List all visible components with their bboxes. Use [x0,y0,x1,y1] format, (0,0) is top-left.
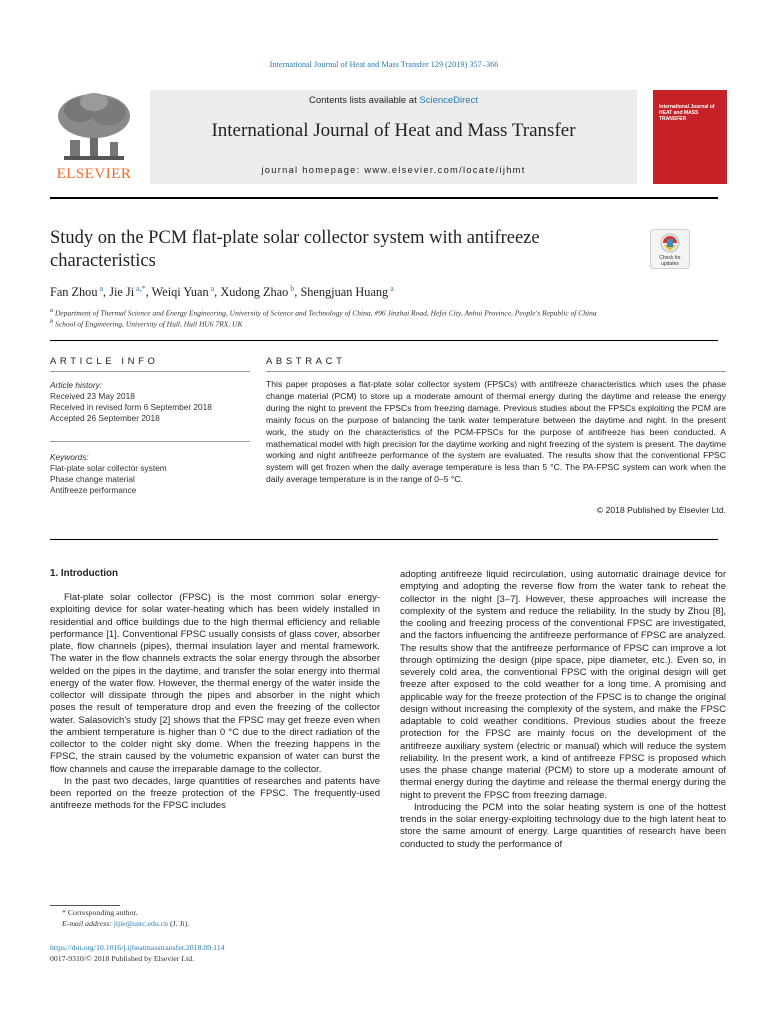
journal-cover[interactable] [653,90,727,184]
email-link[interactable]: jijie@ustc.edu.cn [113,919,169,928]
body-column-left [50,592,380,813]
author-name[interactable]: Fan Zhou [50,285,98,300]
tree-icon [50,90,138,164]
history-revised: Received in revised form 6 September 2018 [50,402,212,412]
author-affiliation-marker[interactable]: a [208,284,215,293]
affiliation-marker: b [50,318,54,325]
article-history [50,380,250,424]
affiliation-text: School of Engineering, University of Hull, Hull HU6 7RX, UK [55,319,243,329]
author-name[interactable]: Jie Ji [109,285,135,300]
keyword: Phase change material [50,474,135,484]
footnote-rule [50,905,120,906]
doi-text[interactable]: https://doi.org/10.1016/j.ijheatmasstransfer.2018.09.114 [50,943,225,952]
author-separator: , [214,285,221,300]
abstract-rule [266,371,726,372]
crossmark-badge[interactable] [650,229,690,269]
keywords-label: Keywords: [50,452,89,462]
article-info-heading: ARTICLE INFO [50,356,159,367]
abstract-heading: ABSTRACT [266,356,346,367]
journal-reference[interactable]: International Journal of Heat and Mass Transfer 129 (2019) 357–366 [269,60,499,69]
issn-line: 0017-9310/© 2018 Published by Elsevier Ltd. [50,954,195,963]
history-received: Received 23 May 2018 [50,391,135,401]
masthead-box [150,90,637,184]
email-suffix: (J. Ji). [168,919,190,928]
history-label: Article history: [50,380,103,390]
journal-homepage [150,165,637,175]
email-label: E-mail address: [62,919,114,928]
journal-title: International Journal of Heat and Mass Transfer [211,120,576,141]
author-name[interactable]: Shengjuan Huang [300,285,389,300]
keywords-rule [50,441,250,442]
author-name[interactable]: Weiqi Yuan [151,285,209,300]
body-paragraph: Introducing the PCM into the solar heating system is one of the hottest trends in the solar energy-exploiting technology due to the high latent heat to store the same amount of energy. Large quantities of research have been conducted to study the performance of [400,801,726,850]
header-rule [50,197,718,199]
body-paragraph: Flat-plate solar collector (FPSC) is the most common solar energy-exploiting device for solar water-heating which has been widely installed in residential and office buildings due to the high thermal efficiency and reliable performance [1]. Conventional FPSC usually consists of glass cover, absorber plate, flow channels (pipes), thermal insulation layer and mental framework. The water in the flow channels extracts the solar energy through the absorber welded on the pipes in the daytime, and transfer the solar energy into thermal energy of the water flow. However, the thermal energy of the water inside the collector will dissipate through the pipes and absorber in the night which poses the result of temperature drop and even the freezing of the collector water. Salasovich's study [2] shows that the FPSC may get freeze even when the ambient temperature is higher than 0 °C due to the direct radiation of the collector to the colder night sky dome. When the freezing happens in the FPSC, the strain caused by the volumetric expansion of water can burst the flow channels and cause the irreparable damage to the collector. [50,592,380,775]
affiliation-text: Department of Thermal Science and Energy Engineering, University of Science and Technology of China, #96 Jinzhai Road, Hefei City, Anhui Province, People's Republic of China [55,308,597,318]
doi-link[interactable] [50,942,450,953]
author-affiliation-marker[interactable]: b [288,284,295,293]
cover-title: International Journal of HEAT and MASS TRANSFER [659,104,715,122]
article-title: Study on the PCM flat-plate solar collector system with antifreeze characteristics [50,228,540,271]
author-affiliation-marker[interactable]: a [388,284,394,293]
abstract-text: This paper proposes a flat-plate solar collector system (FPSCs) with antifreeze characteristics which uses the phase change material (PCM) to store up a moderate amount of thermal energy during the daytime and release the energy during the night to prevent the FPSCs from freezing damage. Previous studies about the FPSCs exploiting the PCM are mainly focus on the purpose of balancing the tank water temperature between the daytime and night. In the present work, the study on the characteristics of the PCM-FPSCs for the purpose of antifreeze has been conducted. A mathematical model with high precision for the daytime working and night freezing of the system is present. The daytime working and night antifreeze performance of the system are evaluated. The results show that the conventional FPSC system will get frozen when the daily average temperature is less than 5 °C. The PA-FPSC system can work when the daily average temperature is in the range of 0–5 °C. [266,379,726,485]
homepage-link[interactable]: www.elsevier.com/locate/ijhmt [364,165,526,175]
affiliation-rule [50,340,718,341]
history-accepted: Accepted 26 September 2018 [50,413,160,423]
author-affiliation-marker[interactable]: a,* [134,284,146,293]
body-rule [50,539,718,540]
author-affiliation-marker[interactable]: a [97,284,104,293]
affiliation-b [50,318,730,329]
author-separator: , [294,285,301,300]
author-list [50,284,690,300]
author-separator: , [103,285,110,300]
section-heading-introduction: 1. Introduction [50,568,119,579]
footnote-email [62,918,382,929]
sciencedirect-link[interactable]: ScienceDirect [419,95,478,106]
body-paragraph: In the past two decades, large quantities of researches and patents have been reported on the freeze protection of the FPSC. The frequently-used antifreeze methods for the FPSC includes [50,775,380,812]
crossmark-label: Check for updates [659,255,681,267]
elsevier-tree-logo [50,90,138,186]
affiliation-marker: a [50,307,54,314]
keywords [50,452,250,496]
abstract-copyright: © 2018 Published by Elsevier Ltd. [596,505,726,515]
body-paragraph: adopting antifreeze liquid recirculation, using automatic drainage device for emptying and adopting the reverse flow from the water tank to reheat the collector in the night [3–7]. However, these approaches will increase the complexity of the system and reduce the reliability. In the study by Zhou [8], the cooling and freezing process of the conventional FPSC are investigated, and the factors influencing the antifreeze performance of FPSC are analyzed. The results show that the antifreeze performance of FPSC can improve a lot through optimizing the design (pipe space, pipe diameter, etc.). Even so, in severely cold area, the conventional FPSC with the original design will get freeze after exposed to the cold weather for a long time. A promising and applicable way for the freeze protection of the FPSC is to change the original design without increasing the complexity of the system, and make the FPSC adaptable to cold weather conditions. Previous studies about the freeze protection for the FPSC are mainly focus on the development of the antifreeze auxiliary system (electric or manual) which will reduce the system reliability. In the present work, a kind of antifreeze FPSC is proposed which uses the phase change material (PCM) to store up a moderate amount of thermal energy during the daytime and release the thermal energy during the night to prevent the FPSC from freezing damage. [400,569,726,801]
keyword: Flat-plate solar collector system [50,463,167,473]
body-column-right [400,569,726,851]
contents-line [150,95,637,106]
publisher-wordmark: ELSEVIER [56,166,132,182]
author-name[interactable]: Xudong Zhao [220,285,289,300]
contents-prefix: Contents lists available at [309,95,420,106]
author-separator: , [145,285,152,300]
affiliation-a [50,307,730,318]
keyword: Antifreeze performance [50,485,137,495]
footnote-corresponding: * Corresponding author. [62,908,138,917]
homepage-prefix: journal homepage: [261,165,365,175]
masthead [50,90,730,190]
article-info-rule [50,371,250,372]
